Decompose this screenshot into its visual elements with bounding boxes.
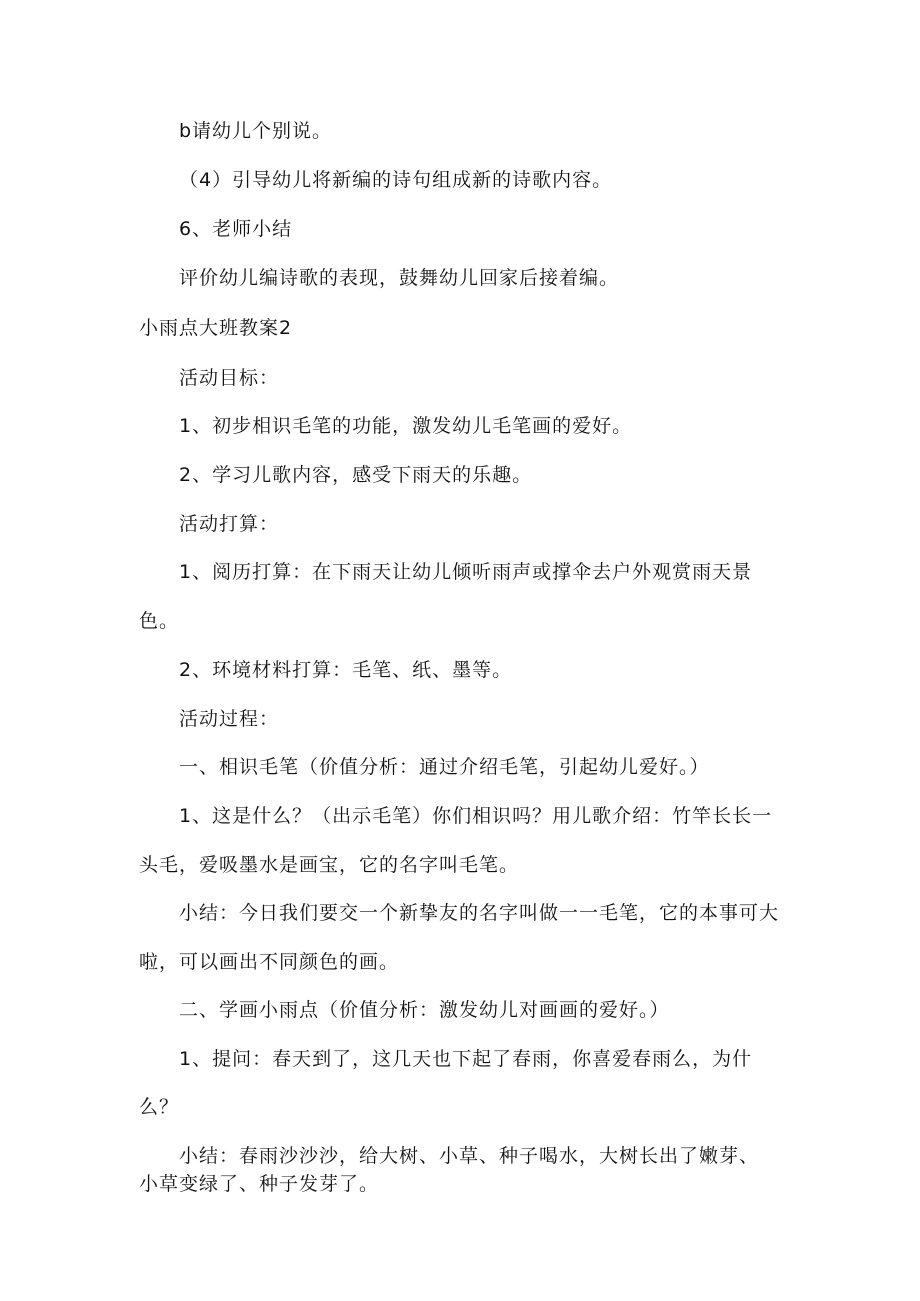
text-line: 啦，可以画出不同颜色的画。 xyxy=(139,951,400,973)
text-line: 头毛，爱吸墨水是画宝，它的名字叫毛笔。 xyxy=(139,854,520,876)
text-line: 小结：春雨沙沙沙，给大树、小草、种子喝水，大树长出了嫩芽、 xyxy=(179,1145,760,1167)
text-line: 1、提问：春天到了，这几天也下起了春雨，你喜爱春雨么，为什 xyxy=(179,1048,753,1070)
text-line: 1、初步相识毛笔的功能，激发幼儿毛笔画的爱好。 xyxy=(179,415,633,437)
document-title: 小雨点大班教案2 xyxy=(139,317,293,339)
text-line: 1、这是什么？（出示毛笔）你们相识吗？用儿歌介绍：竹竿长长一 xyxy=(179,805,773,827)
text-line: 评价幼儿编诗歌的表现，鼓舞幼儿回家后接着编。 xyxy=(179,267,620,289)
text-line: 2、环境材料打算：毛笔、纸、墨等。 xyxy=(179,659,513,681)
text-line: 小草变绿了、种子发芽了。 xyxy=(139,1173,380,1195)
section-heading: 活动目标： xyxy=(179,367,280,389)
text-line: 1、阅历打算：在下雨天让幼儿倾听雨声或撑伞去户外观赏雨天景 xyxy=(179,561,753,583)
text-line: 二、学画小雨点（价值分析：激发幼儿对画画的爱好。） xyxy=(179,999,670,1021)
text-line: 小结：今日我们要交一个新挚友的名字叫做一一毛笔，它的本事可大 xyxy=(179,902,780,924)
text-line: 2、学习儿歌内容，感受下雨天的乐趣。 xyxy=(179,464,533,486)
text-line: 色。 xyxy=(139,610,180,632)
text-line: b请幼儿个别说。 xyxy=(179,120,333,142)
section-heading: 活动过程： xyxy=(179,708,280,730)
text-line: 么？ xyxy=(139,1096,180,1118)
section-heading: 6、老师小结 xyxy=(179,218,293,240)
text-line: 一、相识毛笔（价值分析：通过介绍毛笔，引起幼儿爱好。） xyxy=(179,756,710,778)
text-line: （4）引导幼儿将新编的诗句组成新的诗歌内容。 xyxy=(179,169,613,191)
section-heading: 活动打算： xyxy=(179,513,280,535)
